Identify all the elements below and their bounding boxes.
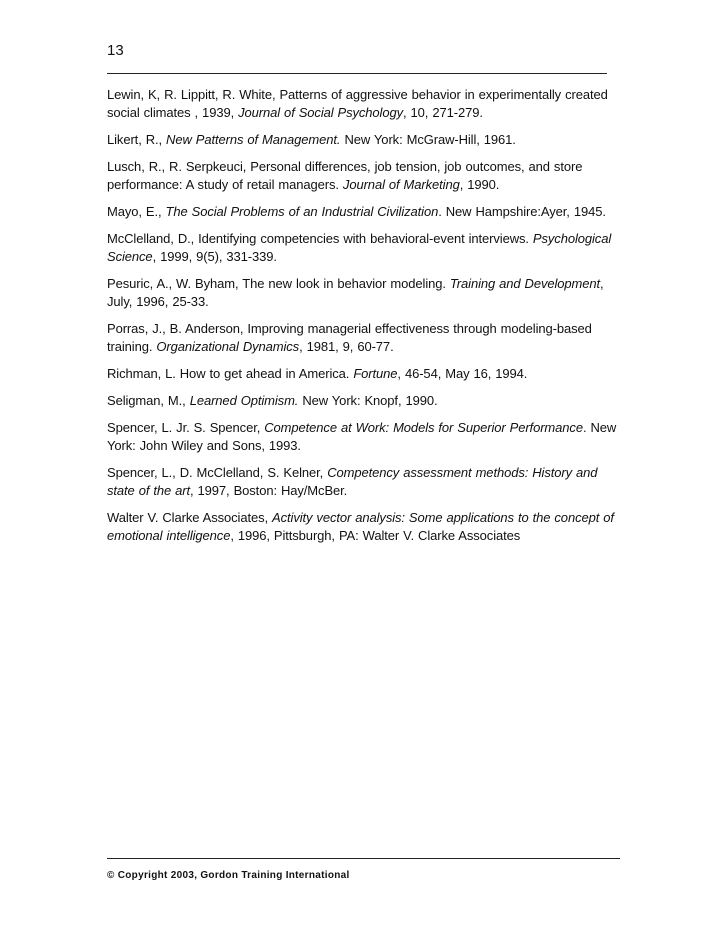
reference-entry: [107, 464, 627, 500]
reference-text: Walter V. Clarke Associates,: [107, 510, 273, 525]
reference-entry: [107, 86, 627, 122]
reference-list: [107, 86, 627, 554]
reference-text: Spencer, L., D. McClelland, S. Kelner,: [107, 465, 328, 480]
reference-text: , 1997, Boston: Hay/McBer.: [190, 483, 348, 498]
reference-entry: [107, 131, 627, 149]
reference-entry: [107, 392, 627, 410]
reference-text: . New York: John Wiley and Sons, 1993.: [107, 420, 617, 453]
reference-text: Mayo, E.,: [107, 204, 166, 219]
reference-text: New York: Knopf, 1990.: [298, 393, 438, 408]
reference-title: The Social Problems of an Industrial Civilization: [165, 204, 439, 219]
reference-title: Competency assessment methods: History and state of the art: [107, 465, 598, 498]
page-number: 13: [107, 42, 124, 59]
reference-text: , 1990.: [459, 177, 500, 192]
reference-text: . New Hampshire:Ayer, 1945.: [438, 204, 606, 219]
reference-entry: [107, 275, 627, 311]
header-divider: [107, 73, 607, 74]
reference-entry: [107, 320, 627, 356]
reference-entry: [107, 203, 627, 221]
reference-text: , 10, 271-279.: [403, 105, 483, 120]
reference-text: Lewin, K, R. Lippitt, R. White, Patterns of aggressive behavior in experimentally created social climates , 1939,: [107, 87, 608, 120]
copyright-footer: © Copyright 2003, Gordon Training International: [107, 870, 350, 881]
reference-title: Journal of Marketing: [342, 177, 460, 192]
reference-entry: [107, 158, 627, 194]
reference-text: Richman, L. How to get ahead in America.: [107, 366, 354, 381]
reference-entry: [107, 365, 627, 383]
reference-title: Organizational Dynamics: [156, 339, 300, 354]
reference-entry: [107, 419, 627, 455]
reference-title: New Patterns of Management.: [166, 132, 341, 147]
reference-text: Lusch, R., R. Serpkeuci, Personal differences, job tension, job outcomes, and store performance: A study of retail managers.: [107, 159, 583, 192]
reference-text: , 1981, 9, 60-77.: [299, 339, 394, 354]
reference-title: Training and Development: [449, 276, 601, 291]
reference-title: Journal of Social Psychology: [238, 105, 404, 120]
reference-text: , July, 1996, 25-33.: [107, 276, 604, 309]
reference-title: Learned Optimism.: [189, 393, 299, 408]
reference-entry: [107, 509, 627, 545]
reference-title: Psychological Science: [107, 231, 612, 264]
reference-text: Seligman, M.,: [107, 393, 190, 408]
reference-text: New York: McGraw-Hill, 1961.: [340, 132, 516, 147]
reference-title: Activity vector analysis: Some applications to the concept of emotional intelligence: [107, 510, 614, 543]
reference-title: Fortune: [353, 366, 398, 381]
footer-divider: [107, 858, 620, 859]
reference-text: , 1999, 9(5), 331-339.: [152, 249, 277, 264]
reference-text: , 1996, Pittsburgh, PA: Walter V. Clarke Associates: [230, 528, 521, 543]
reference-text: , 46-54, May 16, 1994.: [397, 366, 528, 381]
reference-title: Competence at Work: Models for Superior Performance: [264, 420, 583, 435]
reference-text: Spencer, L. Jr. S. Spencer,: [107, 420, 265, 435]
reference-text: McClelland, D., Identifying competencies with behavioral-event interviews.: [107, 231, 533, 246]
reference-text: Likert, R.,: [107, 132, 167, 147]
reference-text: Porras, J., B. Anderson, Improving managerial effectiveness through modeling-based training.: [107, 321, 592, 354]
reference-text: Pesuric, A., W. Byham, The new look in behavior modeling.: [107, 276, 450, 291]
reference-entry: [107, 230, 627, 266]
